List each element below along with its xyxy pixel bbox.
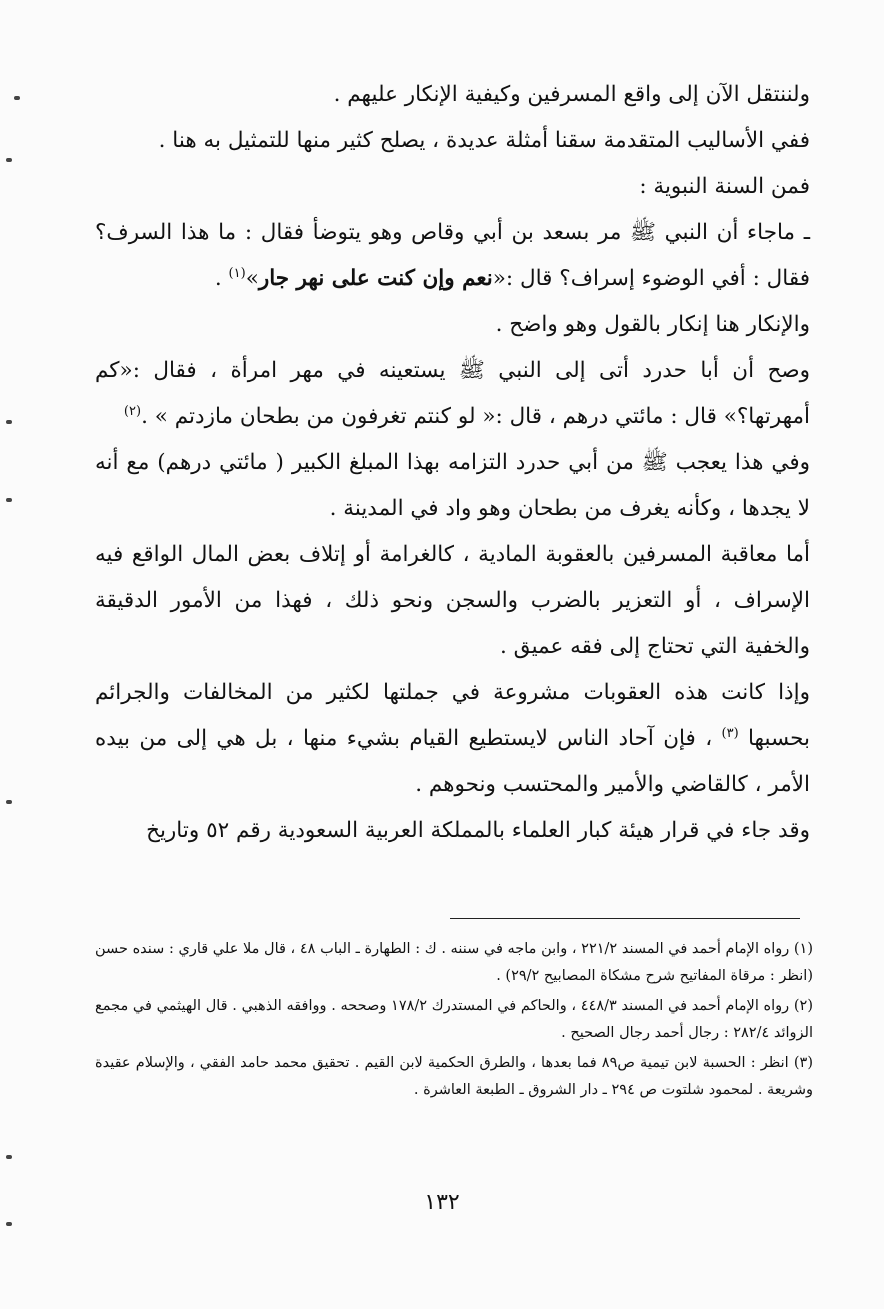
margin-mark bbox=[6, 1222, 12, 1226]
paragraph: فمن السنة النبوية : bbox=[639, 174, 810, 199]
footnote: (٣) انظر : الحسبة لابن تيمية ص٨٩ فما بعدها ، والطرق الحكمية لابن القيم . تحقيق محمد حامد الفقي ، والإسلام عقيدة وشريعة . لمحمود شلتوت ص ٢٩٤ ـ دار الشروق ـ الطبعة العاشرة . bbox=[95, 1055, 813, 1098]
margin-mark bbox=[6, 158, 12, 162]
paragraph: وقد جاء في قرار هيئة كبار العلماء بالمملكة العربية السعودية رقم ٥٢ وتاريخ bbox=[146, 818, 810, 843]
footnote: (٢) رواه الإمام أحمد في المسند ٤٤٨/٣ ، والحاكم في المستدرك ١٧٨/٢ وصححه . ووافقه الذهبي . قال الهيثمي في مجمع الزوائد ٢٨٢/٤ : رجال أحمد رجال الصحيح . bbox=[95, 998, 813, 1041]
margin-mark bbox=[6, 1155, 12, 1159]
paragraph bbox=[95, 348, 810, 440]
main-text bbox=[95, 72, 810, 854]
text-run: وصح أن أبا حدرد أتى إلى النبي ﷺ يستعينه في مهر امرأة ، فقال :«كم أمهرتها؟» قال : مائتي درهم ، قال :« لو كنتم تغرفون من بطحان مازدتم » . bbox=[95, 358, 810, 429]
text-run: ـ ماجاء أن النبي ﷺ مر بسعد بن أبي وقاص وهو يتوضأ فقال : ما هذا السرف؟ فقال : أفي الوضوء إسراف؟ قال :« bbox=[95, 220, 810, 291]
text-run: » bbox=[245, 266, 259, 291]
paragraph: وفي هذا يعجب ﷺ من أبي حدرد التزامه بهذا المبلغ الكبير ( مائتي درهم) مع أنه لا يجدها ، وكأنه يغرف من بطحان وهو واد في المدينة . bbox=[95, 450, 810, 521]
paragraph: أما معاقبة المسرفين بالعقوبة المادية ، كالغرامة أو إتلاف بعض المال الواقع فيه الإسراف ، أو التعزير بالضرب والسجن ونحو ذلك ، فهذا من الأمور الدقيقة والخفية التي تحتاج إلى فقه عميق . bbox=[95, 542, 810, 659]
text-run: ، فإن آحاد الناس لايستطيع القيام بشيء منها ، بل هي إلى من بيده الأمر ، كالقاضي والأمير والمحتسب ونحوهم . bbox=[95, 726, 810, 797]
paragraph bbox=[95, 210, 810, 302]
footnote: (١) رواه الإمام أحمد في المسند ٢٢١/٢ ، وابن ماجه في سننه . ك : الطهارة ـ الباب ٤٨ ، قال ملا علي قاري : سنده حسن (انظر : مرقاة المفاتيح شرح مشكاة المصابيح ٢٩/٢) . bbox=[95, 941, 814, 984]
margin-mark bbox=[6, 420, 12, 424]
footnote-ref[interactable]: (٢) bbox=[123, 403, 142, 419]
footnote-ref[interactable]: (١) bbox=[228, 265, 246, 281]
page-number: ١٣٢ bbox=[424, 1190, 460, 1215]
bold-quote: نعم وإن كنت على نهر جار bbox=[258, 266, 493, 291]
margin-mark bbox=[14, 96, 20, 100]
text-run: وإذا كانت هذه العقوبات مشروعة في جملتها لكثير من المخالفات والجرائم بحسبها bbox=[95, 680, 810, 751]
margin-mark bbox=[6, 800, 12, 804]
footnote-separator bbox=[450, 918, 800, 919]
footnote-ref[interactable]: (٣) bbox=[721, 725, 739, 741]
margin-mark bbox=[6, 498, 12, 502]
paragraph bbox=[95, 670, 810, 808]
footnotes bbox=[95, 936, 813, 1107]
paragraph: ففي الأساليب المتقدمة سقنا أمثلة عديدة ، يصلح كثير منها للتمثيل به هنا . bbox=[158, 128, 810, 153]
text-run: . bbox=[214, 266, 229, 291]
paragraph: ولننتقل الآن إلى واقع المسرفين وكيفية الإنكار عليهم . bbox=[333, 82, 810, 107]
paragraph: والإنكار هنا إنكار بالقول وهو واضح . bbox=[495, 312, 810, 337]
